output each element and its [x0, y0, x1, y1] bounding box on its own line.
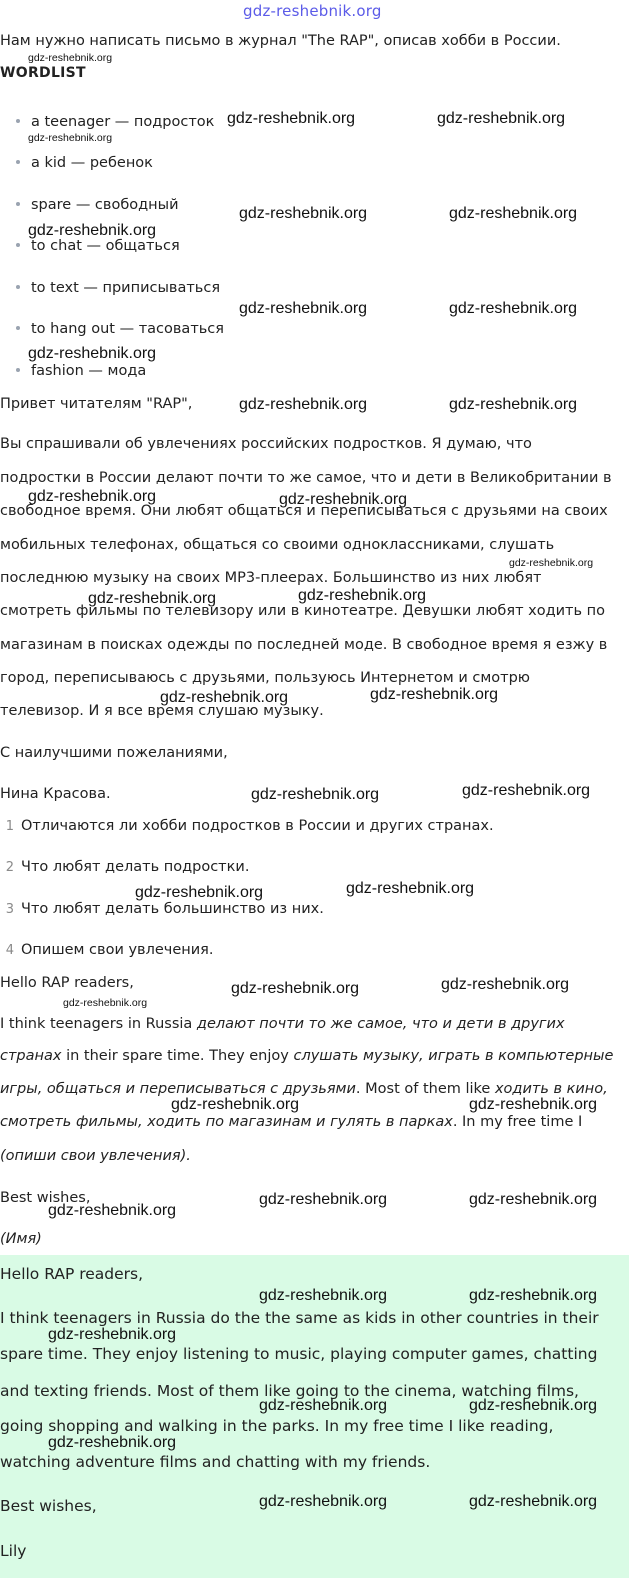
watermark: gdz-reshebnik.org: [28, 52, 113, 64]
letter-signature: Нина Красова.: [0, 786, 111, 802]
wordlist-item: to text — приписываться: [16, 280, 220, 296]
watermark: gdz-reshebnik.org: [346, 880, 475, 897]
watermark: gdz-reshebnik.org: [437, 110, 566, 127]
template-line: (опиши свои увлечения).: [0, 1148, 191, 1164]
wordlist-item: a kid — ребенок: [16, 155, 153, 171]
bullet-icon: [16, 285, 20, 289]
watermark: gdz-reshebnik.org: [160, 689, 289, 706]
watermark: gdz-reshebnik.org: [28, 345, 157, 362]
answer-line: I think teenagers in Russia do the the same as kids in other countries in their: [0, 1309, 599, 1327]
watermark: gdz-reshebnik.org: [298, 587, 427, 604]
watermark: gdz-reshebnik.org: [251, 786, 380, 803]
answer-line: going shopping and walking in the parks. In my free time I like reading,: [0, 1417, 554, 1435]
watermark: gdz-reshebnik.org: [28, 132, 113, 144]
watermark: gdz-reshebnik.org: [259, 1493, 388, 1510]
bullet-icon: [16, 243, 20, 247]
watermark: gdz-reshebnik.org: [469, 1191, 598, 1208]
watermark: gdz-reshebnik.org: [28, 488, 157, 505]
site-link[interactable]: gdz-reshebnik.org: [243, 2, 382, 20]
watermark: gdz-reshebnik.org: [370, 686, 499, 703]
watermark: gdz-reshebnik.org: [48, 1434, 177, 1451]
answer-name: Lily: [0, 1542, 27, 1560]
answer-closing: Best wishes,: [0, 1497, 97, 1515]
watermark: gdz-reshebnik.org: [259, 1397, 388, 1414]
watermark: gdz-reshebnik.org: [135, 884, 264, 901]
letter-line: последнюю музыку на своих MP3-плеерах. Большинство из них любят: [0, 570, 542, 586]
bullet-icon: [16, 326, 20, 330]
watermark: gdz-reshebnik.org: [28, 222, 157, 239]
template-greeting: Hello RAP readers,: [0, 975, 134, 991]
watermark: gdz-reshebnik.org: [462, 782, 591, 799]
letter-line: телевизор. И я все время слушаю музыку.: [0, 703, 324, 719]
watermark: gdz-reshebnik.org: [239, 300, 368, 317]
answer-line: spare time. They enjoy listening to music, playing computer games, chatting: [0, 1345, 598, 1363]
watermark: gdz-reshebnik.org: [171, 1096, 300, 1113]
watermark: gdz-reshebnik.org: [88, 590, 217, 607]
letter-line: Вы спрашивали об увлечениях российских подростков. Я думаю, что: [0, 436, 532, 452]
watermark: gdz-reshebnik.org: [239, 205, 368, 222]
wordlist-heading: WORDLIST: [0, 65, 86, 81]
watermark: gdz-reshebnik.org: [469, 1493, 598, 1510]
plan-item: 4 Опишем свои увлечения.: [5, 942, 214, 958]
letter-greeting: Привет читателям "RAP",: [0, 396, 193, 412]
template-line: I think teenagers in Russia делают почти то же самое, что и дети в других: [0, 1016, 565, 1032]
watermark: gdz-reshebnik.org: [259, 1191, 388, 1208]
template-line: игры, общаться и переписываться с друзьями. Most of them like ходить в кино,: [0, 1081, 608, 1097]
watermark: gdz-reshebnik.org: [469, 1397, 598, 1414]
template-closing: Best wishes,: [0, 1190, 91, 1206]
answer-line: watching adventure films and chatting with my friends.: [0, 1453, 431, 1471]
letter-line: подростки в России делают почти то же самое, что и дети в Великобритании в: [0, 470, 612, 486]
watermark: gdz-reshebnik.org: [48, 1202, 177, 1219]
wordlist-item: fashion — мода: [16, 363, 146, 379]
bullet-icon: [16, 368, 20, 372]
bullet-icon: [16, 160, 20, 164]
template-line: странах in their spare time. They enjoy слушать музыку, играть в компьютерные: [0, 1048, 614, 1064]
template-line: смотреть фильмы, ходить по магазинам и гулять в парках. In my free time I: [0, 1114, 583, 1130]
answer-greeting: Hello RAP readers,: [0, 1265, 144, 1283]
wordlist-item: to hang out — тасоваться: [16, 321, 224, 337]
watermark: gdz-reshebnik.org: [469, 1096, 598, 1113]
watermark: gdz-reshebnik.org: [63, 997, 148, 1009]
watermark: gdz-reshebnik.org: [48, 1326, 177, 1343]
letter-line: свободное время. Они любят общаться и переписываться с друзьями на своих: [0, 503, 608, 519]
bullet-icon: [16, 119, 20, 123]
intro-text: Нам нужно написать письмо в журнал "The RAP", описав хобби в России.: [0, 33, 561, 49]
watermark: gdz-reshebnik.org: [449, 300, 578, 317]
template-name: (Имя): [0, 1231, 42, 1247]
letter-line: город, переписываюсь с друзьями, пользуюсь Интернетом и смотрю: [0, 670, 531, 686]
watermark: gdz-reshebnik.org: [231, 980, 360, 997]
plan-item: 2 Что любят делать подростки.: [5, 859, 250, 875]
wordlist-item: spare — свободный: [16, 197, 179, 213]
answer-line: and texting friends. Most of them like going to the cinema, watching films,: [0, 1382, 579, 1400]
watermark: gdz-reshebnik.org: [259, 1287, 388, 1304]
watermark: gdz-reshebnik.org: [449, 205, 578, 222]
letter-line: мобильных телефонах, общаться со своими одноклассниками, слушать: [0, 537, 555, 553]
plan-item: 3 Что любят делать большинство из них.: [5, 901, 324, 917]
letter-line: магазинам в поисках одежды по последней моде. В свободное время я езжу в: [0, 637, 608, 653]
watermark: gdz-reshebnik.org: [279, 491, 408, 508]
wordlist-item: a teenager — подросток: [16, 114, 214, 130]
bullet-icon: [16, 202, 20, 206]
watermark: gdz-reshebnik.org: [239, 396, 368, 413]
watermark: gdz-reshebnik.org: [449, 396, 578, 413]
letter-closing: С наилучшими пожеланиями,: [0, 745, 228, 761]
watermark: gdz-reshebnik.org: [469, 1287, 598, 1304]
watermark: gdz-reshebnik.org: [441, 976, 570, 993]
letter-line: смотреть фильмы по телевизору или в кинотеатре. Девушки любят ходить по: [0, 603, 605, 619]
plan-item: 1 Отличаются ли хобби подростков в России и других странах.: [5, 818, 494, 834]
watermark: gdz-reshebnik.org: [227, 110, 356, 127]
watermark: gdz-reshebnik.org: [509, 557, 594, 569]
wordlist-item: to chat — общаться: [16, 238, 180, 254]
